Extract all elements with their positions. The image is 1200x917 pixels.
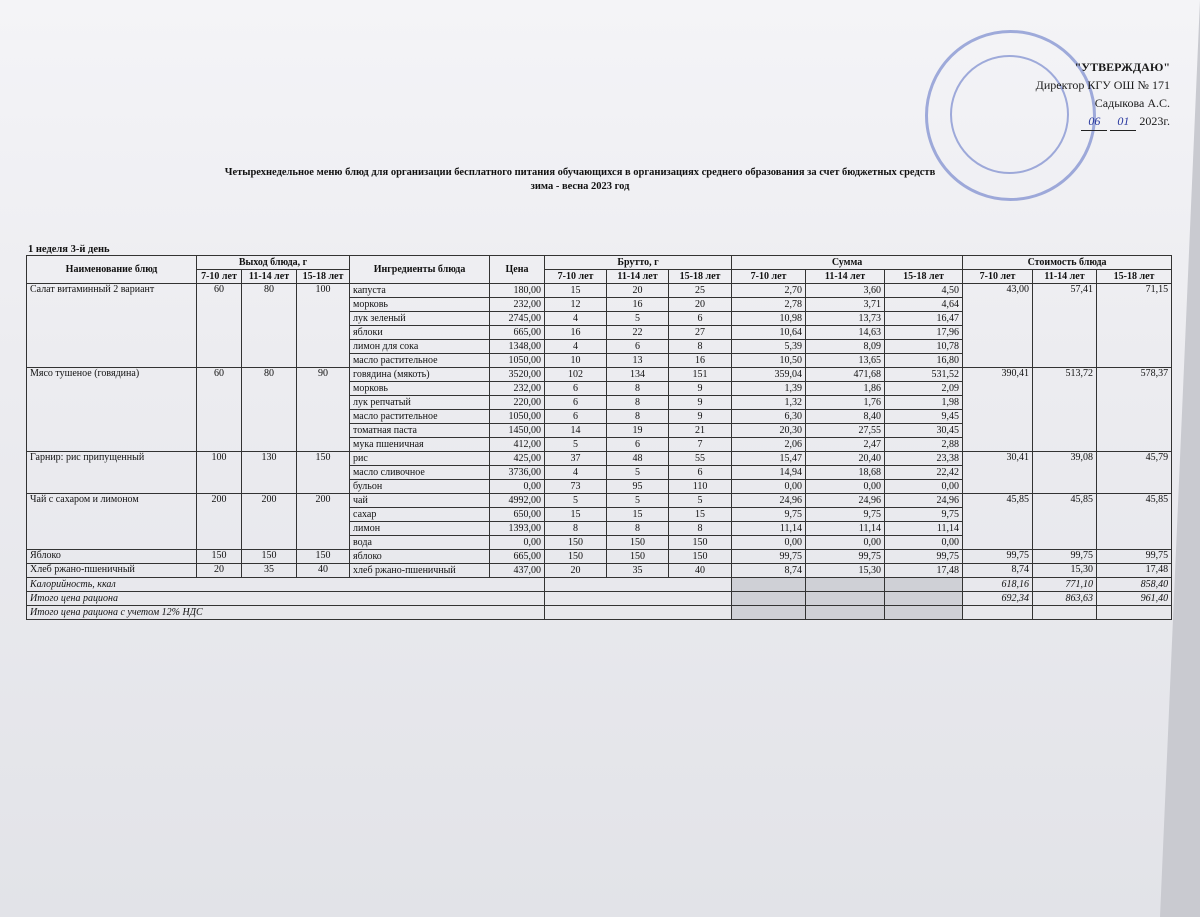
ingredient-sum: 2,88 [885,438,963,452]
dish-cost: 39,08 [1033,452,1097,494]
ingredient-brutto: 150 [607,550,669,564]
ingredient-price: 2745,00 [490,312,545,326]
dish-yield: 80 [242,368,297,452]
dish-yield: 100 [197,452,242,494]
ingredient-sum: 16,80 [885,354,963,368]
approval-date-day: 06 [1081,112,1107,131]
ingredient-name: говядина (мякоть) [350,368,490,382]
ingredient-sum: 8,09 [806,340,885,354]
ingredient-name: морковь [350,298,490,312]
approval-date [1000,112,1170,131]
ingredient-sum: 13,73 [806,312,885,326]
ingredient-brutto: 20 [669,298,732,312]
dish-cost: 99,75 [963,550,1033,564]
ingredient-brutto: 150 [669,536,732,550]
totals-value: 961,40 [1097,592,1172,606]
ingredient-sum: 9,75 [806,508,885,522]
ingredient-brutto: 10 [545,354,607,368]
totals-label: Итого цена рациона [27,592,545,606]
table-header [27,256,1172,284]
ingredient-brutto: 5 [607,312,669,326]
ingredient-brutto: 15 [607,508,669,522]
ingredient-brutto: 20 [545,564,607,578]
ingredient-brutto: 12 [545,298,607,312]
ingredient-sum: 22,42 [885,466,963,480]
header-age-age3: 15-18 лет [669,270,732,284]
ingredient-price: 1450,00 [490,424,545,438]
ingredient-name: капуста [350,284,490,298]
ingredient-sum: 4,64 [885,298,963,312]
ingredient-price: 4992,00 [490,494,545,508]
dish-name: Яблоко [27,550,197,564]
ingredient-brutto: 55 [669,452,732,466]
ingredient-sum: 1,86 [806,382,885,396]
ingredient-price: 1393,00 [490,522,545,536]
totals-shaded-cell [732,592,806,606]
ingredient-price: 0,00 [490,480,545,494]
totals-value: 618,16 [963,578,1033,592]
ingredient-sum: 30,45 [885,424,963,438]
ingredient-sum: 0,00 [885,480,963,494]
ingredient-brutto: 5 [607,494,669,508]
ingredient-sum: 0,00 [885,536,963,550]
ingredient-price: 180,00 [490,284,545,298]
ingredient-name: морковь [350,382,490,396]
ingredient-sum: 11,14 [732,522,806,536]
dish-cost: 71,15 [1097,284,1172,368]
ingredient-price: 650,00 [490,508,545,522]
ingredient-price: 437,00 [490,564,545,578]
ingredient-sum: 9,75 [885,508,963,522]
ingredient-sum: 23,38 [885,452,963,466]
header-age-age2: 11-14 лет [1033,270,1097,284]
ingredient-brutto: 5 [545,494,607,508]
header-sum: Сумма [732,256,963,270]
ingredient-price: 0,00 [490,536,545,550]
ingredient-name: мука пшеничная [350,438,490,452]
ingredient-brutto: 40 [669,564,732,578]
approval-block [1000,58,1170,131]
header-yield: Выход блюда, г [197,256,350,270]
totals-row [27,578,1172,592]
dish-yield: 35 [242,564,297,578]
ingredient-price: 1050,00 [490,354,545,368]
dish-yield: 150 [297,550,350,564]
ingredient-brutto: 4 [545,312,607,326]
dish-yield: 200 [297,494,350,550]
ingredient-brutto: 6 [607,438,669,452]
totals-shaded-cell [806,592,885,606]
header-age-age1: 7-10 лет [963,270,1033,284]
ingredient-price: 232,00 [490,382,545,396]
ingredient-brutto: 8 [607,522,669,536]
ingredient-brutto: 27 [669,326,732,340]
ingredient-name: яблоки [350,326,490,340]
ingredient-brutto: 6 [669,312,732,326]
ingredient-sum: 99,75 [885,550,963,564]
ingredient-name: сахар [350,508,490,522]
ingredient-sum: 2,06 [732,438,806,452]
header-age-age1: 7-10 лет [545,270,607,284]
ingredient-brutto: 35 [607,564,669,578]
ingredient-name: чай [350,494,490,508]
ingredient-brutto: 21 [669,424,732,438]
ingredient-sum: 10,64 [732,326,806,340]
ingredient-brutto: 19 [607,424,669,438]
table-row [27,284,1172,298]
totals-shaded-cell [885,606,963,620]
ingredient-brutto: 16 [669,354,732,368]
approval-title: "УТВЕРЖДАЮ" [1074,60,1170,74]
totals-empty [545,606,732,620]
dish-yield: 200 [242,494,297,550]
dish-cost: 57,41 [1033,284,1097,368]
dish-yield: 100 [297,284,350,368]
totals-empty [545,578,732,592]
ingredient-sum: 0,00 [732,536,806,550]
ingredient-brutto: 15 [669,508,732,522]
dish-yield: 60 [197,284,242,368]
ingredient-sum: 2,47 [806,438,885,452]
header-brutto: Брутто, г [545,256,732,270]
dish-yield: 130 [242,452,297,494]
ingredient-sum: 24,96 [885,494,963,508]
ingredient-sum: 3,60 [806,284,885,298]
ingredient-brutto: 8 [607,396,669,410]
dish-yield: 60 [197,368,242,452]
ingredient-sum: 8,40 [806,410,885,424]
table-row [27,550,1172,564]
table-row [27,564,1172,578]
totals-shaded-cell [806,578,885,592]
ingredient-brutto: 102 [545,368,607,382]
ingredient-sum: 20,30 [732,424,806,438]
ingredient-brutto: 5 [545,438,607,452]
table-row [27,368,1172,382]
ingredient-brutto: 150 [545,550,607,564]
table-row [27,494,1172,508]
table-row [27,452,1172,466]
totals-value: 858,40 [1097,578,1172,592]
menu-table [26,255,1172,620]
ingredient-sum: 9,45 [885,410,963,424]
ingredient-sum: 531,52 [885,368,963,382]
ingredient-name: рис [350,452,490,466]
document-subtitle: зима - весна 2023 год [530,181,630,192]
ingredient-sum: 5,39 [732,340,806,354]
dish-name: Хлеб ржано-пшеничный [27,564,197,578]
dish-yield: 90 [297,368,350,452]
ingredient-brutto: 150 [607,536,669,550]
ingredient-sum: 471,68 [806,368,885,382]
ingredient-brutto: 8 [607,410,669,424]
ingredient-name: масло растительное [350,410,490,424]
ingredient-brutto: 8 [545,522,607,536]
ingredient-brutto: 7 [669,438,732,452]
totals-row [27,592,1172,606]
ingredient-price: 665,00 [490,550,545,564]
ingredient-brutto: 6 [545,410,607,424]
ingredient-brutto: 16 [545,326,607,340]
dish-yield: 80 [242,284,297,368]
totals-value [1033,606,1097,620]
dish-name: Гарнир: рис припущенный [27,452,197,494]
ingredient-brutto: 134 [607,368,669,382]
ingredient-price: 1050,00 [490,410,545,424]
dish-cost: 99,75 [1097,550,1172,564]
ingredient-sum: 8,74 [732,564,806,578]
ingredient-sum: 2,70 [732,284,806,298]
ingredient-name: лук зеленый [350,312,490,326]
ingredient-sum: 2,09 [885,382,963,396]
approval-position: Директор КГУ ОШ № 171 [1035,78,1170,92]
totals-shaded-cell [732,606,806,620]
dish-name: Салат витаминный 2 вариант [27,284,197,368]
ingredient-price: 3520,00 [490,368,545,382]
totals-label: Калорийность, ккал [27,578,545,592]
ingredient-price: 232,00 [490,298,545,312]
ingredient-sum: 16,47 [885,312,963,326]
ingredient-brutto: 9 [669,396,732,410]
ingredient-sum: 10,78 [885,340,963,354]
header-age-age1: 7-10 лет [732,270,806,284]
ingredient-sum: 99,75 [806,550,885,564]
totals-value [1097,606,1172,620]
ingredient-brutto: 110 [669,480,732,494]
ingredient-brutto: 37 [545,452,607,466]
ingredient-price: 665,00 [490,326,545,340]
dish-cost: 45,85 [1097,494,1172,550]
ingredient-sum: 20,40 [806,452,885,466]
totals-value: 863,63 [1033,592,1097,606]
ingredient-price: 412,00 [490,438,545,452]
ingredient-sum: 2,78 [732,298,806,312]
ingredient-sum: 9,75 [732,508,806,522]
ingredient-brutto: 73 [545,480,607,494]
header-age-age2: 11-14 лет [607,270,669,284]
ingredient-brutto: 9 [669,382,732,396]
ingredient-brutto: 15 [545,284,607,298]
ingredient-sum: 1,76 [806,396,885,410]
ingredient-sum: 18,68 [806,466,885,480]
ingredient-name: вода [350,536,490,550]
approval-name: Садыкова А.С. [1094,96,1170,110]
ingredient-brutto: 8 [669,340,732,354]
ingredient-brutto: 25 [669,284,732,298]
approval-date-year: 2023г. [1139,114,1170,128]
dish-cost: 45,79 [1097,452,1172,494]
table-body [27,284,1172,620]
totals-shaded-cell [885,578,963,592]
ingredient-brutto: 9 [669,410,732,424]
ingredient-name: яблоко [350,550,490,564]
ingredient-sum: 11,14 [885,522,963,536]
ingredient-sum: 1,98 [885,396,963,410]
header-age-age3: 15-18 лет [1097,270,1172,284]
dish-cost: 513,72 [1033,368,1097,452]
header-row-ages [27,270,1172,284]
ingredient-brutto: 22 [607,326,669,340]
header-age-age3: 15-18 лет [885,270,963,284]
ingredient-brutto: 6 [545,382,607,396]
document-title: Четырехнедельное меню блюд для организации бесплатного питания обучающихся в организациях среднего образования за счет бюджетных средств [224,167,936,178]
ingredient-name: лук репчатый [350,396,490,410]
dish-cost: 17,48 [1097,564,1172,578]
totals-shaded-cell [806,606,885,620]
ingredient-brutto: 20 [607,284,669,298]
ingredient-brutto: 4 [545,340,607,354]
dish-cost: 578,37 [1097,368,1172,452]
ingredient-sum: 4,50 [885,284,963,298]
ingredient-brutto: 15 [545,508,607,522]
ingredient-sum: 15,30 [806,564,885,578]
totals-value: 692,34 [963,592,1033,606]
header-age-age3: 15-18 лет [297,270,350,284]
ingredient-name: масло сливочное [350,466,490,480]
dish-cost: 8,74 [963,564,1033,578]
dish-cost: 15,30 [1033,564,1097,578]
ingredient-name: хлеб ржано-пшеничный [350,564,490,578]
ingredient-price: 1348,00 [490,340,545,354]
dish-cost: 30,41 [963,452,1033,494]
dish-yield: 150 [242,550,297,564]
dish-name: Чай с сахаром и лимоном [27,494,197,550]
header-age-age1: 7-10 лет [197,270,242,284]
ingredient-brutto: 13 [607,354,669,368]
ingredient-name: масло растительное [350,354,490,368]
ingredient-name: бульон [350,480,490,494]
ingredient-sum: 17,96 [885,326,963,340]
ingredient-sum: 10,50 [732,354,806,368]
ingredient-sum: 10,98 [732,312,806,326]
ingredient-price: 3736,00 [490,466,545,480]
ingredient-sum: 0,00 [732,480,806,494]
totals-value: 771,10 [1033,578,1097,592]
header-age-age2: 11-14 лет [806,270,885,284]
dish-cost: 99,75 [1033,550,1097,564]
totals-empty [545,592,732,606]
ingredient-name: томатная паста [350,424,490,438]
ingredient-sum: 27,55 [806,424,885,438]
ingredient-brutto: 6 [669,466,732,480]
ingredient-brutto: 8 [607,382,669,396]
ingredient-brutto: 4 [545,466,607,480]
dish-yield: 150 [197,550,242,564]
ingredient-sum: 17,48 [885,564,963,578]
ingredient-price: 425,00 [490,452,545,466]
ingredient-sum: 13,65 [806,354,885,368]
ingredient-brutto: 16 [607,298,669,312]
ingredient-brutto: 95 [607,480,669,494]
dish-cost: 45,85 [1033,494,1097,550]
ingredient-sum: 14,94 [732,466,806,480]
totals-shaded-cell [885,592,963,606]
ingredient-sum: 1,39 [732,382,806,396]
header-cost: Стоимость блюда [963,256,1172,270]
ingredient-brutto: 8 [669,522,732,536]
header-age-age2: 11-14 лет [242,270,297,284]
ingredient-sum: 14,63 [806,326,885,340]
ingredient-brutto: 150 [545,536,607,550]
header-ingredients: Ингредиенты блюда [350,256,490,284]
header-price: Цена [490,256,545,284]
dish-yield: 20 [197,564,242,578]
header-dish: Наименование блюд [27,256,197,284]
ingredient-brutto: 151 [669,368,732,382]
ingredient-sum: 11,14 [806,522,885,536]
totals-label: Итого цена рациона с учетом 12% НДС [27,606,545,620]
ingredient-sum: 99,75 [732,550,806,564]
ingredient-sum: 15,47 [732,452,806,466]
dish-name: Мясо тушеное (говядина) [27,368,197,452]
ingredient-brutto: 5 [607,466,669,480]
totals-value [963,606,1033,620]
dish-cost: 45,85 [963,494,1033,550]
ingredient-sum: 0,00 [806,536,885,550]
ingredient-sum: 6,30 [732,410,806,424]
ingredient-sum: 359,04 [732,368,806,382]
totals-row [27,606,1172,620]
ingredient-brutto: 6 [607,340,669,354]
header-row-groups [27,256,1172,270]
ingredient-price: 220,00 [490,396,545,410]
ingredient-brutto: 150 [669,550,732,564]
dish-cost: 390,41 [963,368,1033,452]
ingredient-sum: 0,00 [806,480,885,494]
ingredient-name: лимон для сока [350,340,490,354]
dish-yield: 150 [297,452,350,494]
ingredient-sum: 3,71 [806,298,885,312]
ingredient-name: лимон [350,522,490,536]
approval-date-month: 01 [1110,112,1136,131]
ingredient-brutto: 14 [545,424,607,438]
dish-yield: 40 [297,564,350,578]
ingredient-brutto: 48 [607,452,669,466]
ingredient-brutto: 5 [669,494,732,508]
dish-cost: 43,00 [963,284,1033,368]
ingredient-brutto: 6 [545,396,607,410]
dish-yield: 200 [197,494,242,550]
ingredient-sum: 24,96 [732,494,806,508]
totals-shaded-cell [732,578,806,592]
ingredient-sum: 1,32 [732,396,806,410]
section-label: 1 неделя 3-й день [28,244,110,255]
ingredient-sum: 24,96 [806,494,885,508]
document-title-block [170,166,990,194]
